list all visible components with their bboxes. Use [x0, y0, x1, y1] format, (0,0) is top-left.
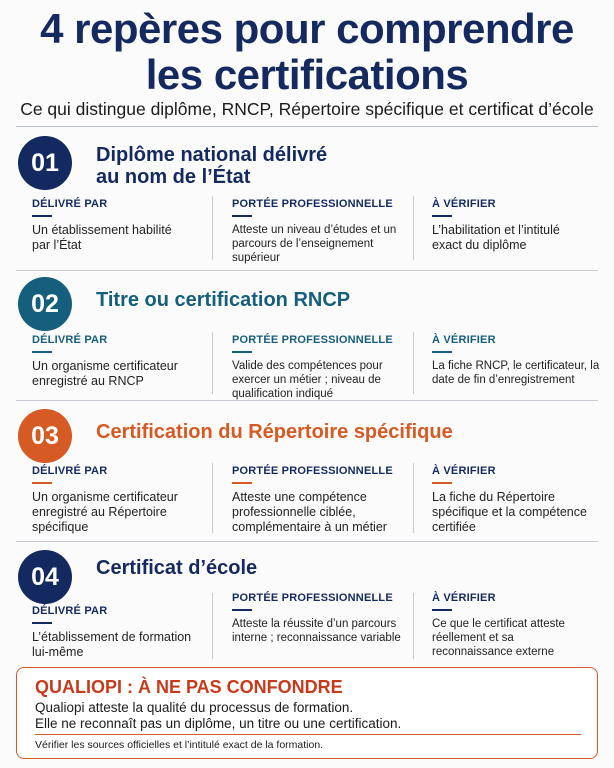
column-delivre-par: [32, 334, 212, 389]
section-divider: [16, 400, 598, 401]
column-accent-line: [232, 609, 252, 611]
column-portee-professionnelle: [232, 198, 412, 265]
column-accent-line: [32, 351, 52, 353]
page-subtitle: Ce qui distingue diplôme, RNCP, Répertoire spécifique et certificat d’école: [20, 99, 594, 119]
header-divider: [16, 126, 598, 127]
section-certificat-ecole: [16, 548, 598, 664]
column-heading: DÉLIVRÉ PAR: [32, 334, 108, 346]
column-heading: À VÉRIFIER: [432, 334, 496, 346]
column-a-verifier: [432, 198, 612, 253]
column-divider: [212, 463, 213, 533]
section-diplome-national: [16, 136, 598, 268]
section-rncp: [16, 275, 598, 398]
column-accent-line: [232, 215, 252, 217]
qualiopi-title: QUALIOPI : À NE PAS CONFONDRE: [35, 677, 343, 697]
column-heading: PORTÉE PROFESSIONNELLE: [232, 592, 393, 604]
column-a-verifier: [432, 465, 612, 535]
column-text: Valide des compétences pour exercer un métier ; niveau de qualification indiqué: [232, 360, 383, 400]
column-heading: DÉLIVRÉ PAR: [32, 198, 108, 210]
section-title: [96, 421, 453, 443]
column-text: La fiche RNCP, le certificateur, la date de fin d’enregistrement: [432, 360, 600, 386]
section-title-line1: Certificat d’école: [96, 557, 258, 579]
column-text: Atteste une compétence professionnelle ciblée, complémentaire à un métier: [232, 490, 387, 534]
column-text: Atteste un niveau d’études et un parcours de l’enseignement supérieur: [232, 224, 397, 264]
column-divider: [413, 463, 414, 533]
column-heading: DÉLIVRÉ PAR: [32, 465, 108, 477]
qualiopi-footer: Vérifier les sources officielles et l’intitulé exact de la formation.: [35, 739, 324, 751]
section-number-badge: 02: [18, 277, 72, 331]
page-title-line2: les certifications: [145, 51, 469, 98]
column-heading: PORTÉE PROFESSIONNELLE: [232, 465, 393, 477]
section-title-line1: Titre ou certification RNCP: [96, 289, 351, 311]
column-text: Un organisme certificateur enregistré au Répertoire spécifique: [32, 490, 178, 534]
column-text: L’établissement de formation lui-même: [32, 630, 192, 659]
column-portee-professionnelle: [232, 592, 412, 645]
column-accent-line: [232, 482, 252, 484]
column-portee-professionnelle: [232, 334, 412, 401]
column-delivre-par: [32, 605, 212, 660]
column-heading: À VÉRIFIER: [432, 198, 496, 210]
qualiopi-line-1: Qualiopi atteste la qualité du processus de formation.: [35, 700, 354, 715]
column-divider: [212, 593, 213, 659]
column-heading: À VÉRIFIER: [432, 592, 496, 604]
section-repertoire-specifique: [16, 405, 598, 539]
section-title-line1: Diplôme national délivré: [96, 144, 328, 166]
page-title-line1: 4 repères pour comprendre: [40, 5, 574, 52]
section-title: [96, 144, 327, 188]
column-text: Atteste la réussite d’un parcours interne ; reconnaissance variable: [232, 618, 401, 644]
column-text: Un établissement habilité par l’État: [32, 223, 172, 252]
section-title: [96, 557, 257, 579]
section-number-badge: 03: [18, 409, 72, 463]
column-a-verifier: [432, 334, 612, 387]
section-divider: [16, 541, 598, 542]
column-accent-line: [432, 215, 452, 217]
column-heading: PORTÉE PROFESSIONNELLE: [232, 198, 393, 210]
column-a-verifier: [432, 592, 612, 659]
section-title-line2: au nom de l’État: [96, 166, 251, 188]
column-accent-line: [432, 609, 452, 611]
column-divider: [413, 196, 414, 260]
section-divider: [16, 270, 598, 271]
section-number-badge: 04: [18, 550, 72, 604]
column-divider: [212, 332, 213, 394]
column-delivre-par: [32, 465, 212, 535]
column-heading: DÉLIVRÉ PAR: [32, 605, 108, 617]
section-title-line1: Certification du Répertoire spécifique: [96, 421, 453, 443]
qualiopi-line-2: Elle ne reconnaît pas un diplôme, un titre ou une certification.: [35, 716, 402, 731]
column-portee-professionnelle: [232, 465, 412, 535]
column-divider: [413, 593, 414, 659]
column-delivre-par: [32, 198, 212, 253]
column-accent-line: [32, 482, 52, 484]
qualiopi-divider: [35, 734, 581, 735]
section-number-badge: 01: [18, 136, 72, 190]
column-accent-line: [432, 351, 452, 353]
column-text: La fiche du Répertoire spécifique et la compétence certifiée: [432, 490, 587, 534]
column-accent-line: [432, 482, 452, 484]
column-divider: [212, 196, 213, 260]
page-title: [0, 6, 614, 98]
column-text: Ce que le certificat atteste réellement et sa reconnaissance externe: [432, 618, 565, 658]
column-heading: À VÉRIFIER: [432, 465, 496, 477]
column-text: L’habilitation et l’intitulé exact du diplôme: [432, 223, 560, 252]
column-divider: [413, 332, 414, 394]
section-title: [96, 289, 350, 311]
column-text: Un organisme certificateur enregistré au RNCP: [32, 359, 178, 388]
qualiopi-notice: [16, 667, 598, 759]
column-accent-line: [32, 622, 52, 624]
column-heading: PORTÉE PROFESSIONNELLE: [232, 334, 393, 346]
column-accent-line: [32, 215, 52, 217]
column-accent-line: [232, 351, 252, 353]
